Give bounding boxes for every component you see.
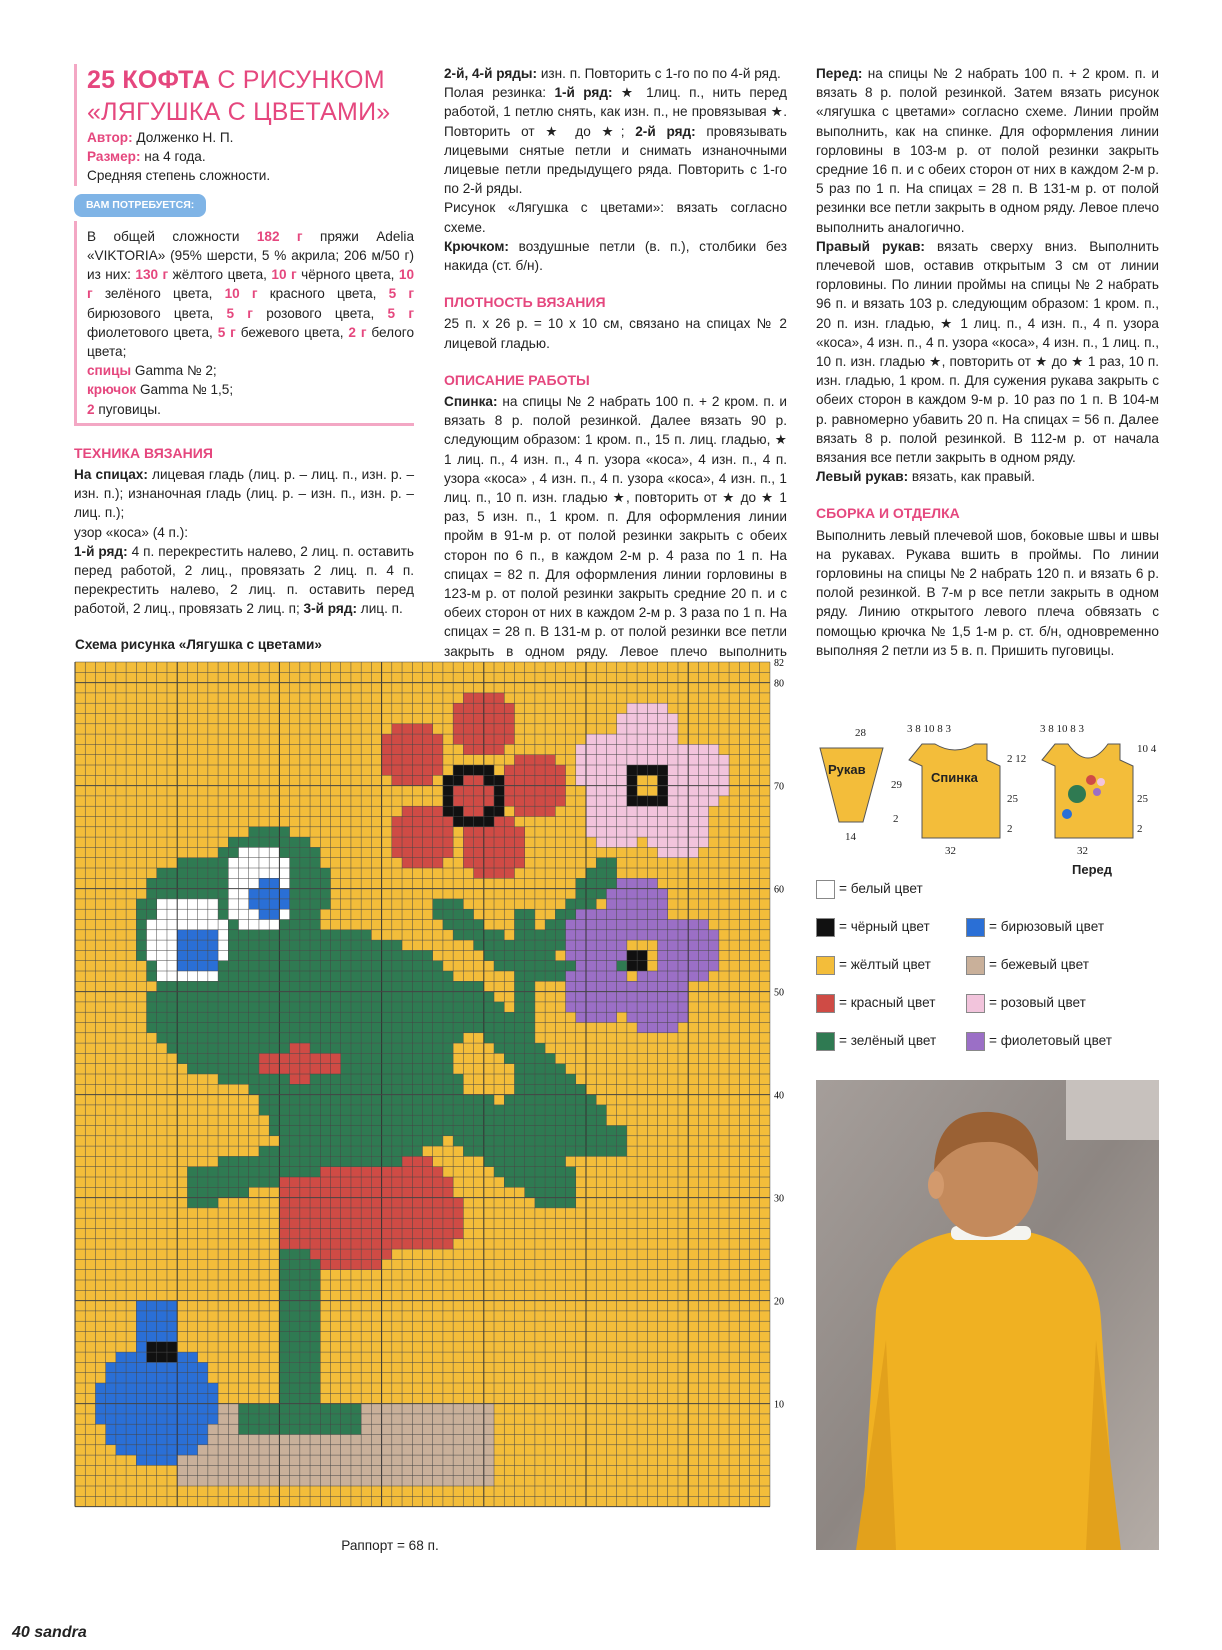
chart-row-label: 82 [773, 658, 784, 669]
sleeve-label: Рукав [828, 762, 866, 777]
legend-swatch [816, 918, 835, 937]
legend-label: = фиолетовый цвет [989, 1033, 1112, 1049]
legend-item [816, 956, 931, 975]
legend-swatch [966, 1032, 985, 1051]
front-label: Перед [1072, 862, 1112, 877]
front-text: Перед: на спицы № 2 набрать 100 п. + 2 кром. п. и вязать 8 р. полой резинкой. Затем вязать рисунок «лягушка с цветами» согласно схеме. Линии пройм выполнить, как на спинке. Для оформления линии горловины в 103-м р. от полой резинки закрыть средние 16 п. и с обеих сторон от них в каждом 2-м р. 5 раз по 1 п. На спицах = 28 п. В 131-м р. от полой резинки все петли закрыть в одном ряду. Левое плечо выполнить аналогично. [816, 66, 1159, 235]
legend-label: = зелёный цвет [839, 1033, 937, 1049]
legend-item [966, 956, 1089, 975]
technique-row1: 1-й ряд: 4 п. перекрестить налево, 2 лиц. п. оставить перед работой, 2 лиц., провязать 2 лиц. п. 4 п. перекрестить налево, 2 лиц. п. оставить перед работой, 2 лиц., провязать 2 лиц. п; 3-й ряд: лиц. п. [74, 543, 415, 617]
legend-label: = розовый цвет [989, 995, 1086, 1011]
chart-row-labels [774, 658, 784, 1411]
density-heading: ПЛОТНОСТЬ ВЯЗАНИЯ [444, 294, 606, 311]
front-r1: 10 4 [1137, 743, 1157, 755]
back-r3: 2 [1007, 823, 1013, 835]
page-footer: 40 sandra [12, 1624, 87, 1641]
back-top: 3 8 10 8 3 [907, 723, 951, 735]
technique-braid: узор «коса» (4 п.): [74, 524, 188, 540]
legend-label: = белый цвет [839, 881, 923, 897]
assembly-text: Выполнить левый плечевой шов, боковые швы и швы на рукавах. Рукава вшить в проймы. По линии горловины на спицы № 2 набрать 120 п. и вязать 6 р. полой резинкой. В 7-м р все петли закрыть в одном ряду. Линию открытого левого плеча обвязать с помощью крючка № 1,5 1-м р. ст. б/н, одновременно выполняя 2 петли из 5 в. п. Пришить пуговицы. [816, 527, 1159, 658]
chart-row-label: 30 [773, 1193, 784, 1205]
photo-child-sweater [816, 1080, 1159, 1550]
materials-box [74, 221, 414, 426]
legend-item [816, 994, 935, 1013]
legend-label: = бирюзовый цвет [989, 919, 1105, 935]
legend-label: = чёрный цвет [839, 919, 930, 935]
column-2 [444, 64, 787, 659]
legend-label: = красный цвет [839, 995, 936, 1011]
sleeve-shape [820, 748, 883, 822]
lsleeve-text: Левый рукав: вязать, как правый. [816, 469, 1036, 485]
difficulty: Средняя степень сложности. [87, 168, 271, 184]
rsleeve-text: Правый рукав: вязать сверху вниз. Выполнить плечевой шов, оставив открытым 3 см от линии горловины. По линии проймы на спицы № 2 набрать 96 п. и вязать 103 р. следующим образом: 1 кром. п., 20 п. изн. гладью, ★ 1 лиц. п., 4 изн. п., 4 п. узора «коса», 4 изн. п., 4 п. узора «коса», 4 изн. п., 1 лиц. п., 10 п. изн. гладью ★, повторить от ★ до ★ 1 раз, 10 п. изн. гладью, 1 кром. п. Для сужения рукава закрыть с обеих сторон в каждом 9-м р. 10 раз по 1 п. В 104-м р. равномерно убавить 20 п. На спицах = 56 п. Далее вязать 8 р. полой резинкой. В 112-м р. от начала вязания все петли закрыть в одном ряду. [816, 238, 1159, 466]
legend-swatch [816, 956, 835, 975]
buttons-line: 2 пуговицы. [87, 401, 161, 417]
legend-item [966, 918, 1104, 937]
back-text: Спинка: на спицы № 2 набрать 100 п. + 2 кром. п. и вязать 8 р. полой резинкой. Далее вязать 90 р. следующим образом: 1 кром. п., 15 п. лиц. гладью, ★ 1 лиц. п., 4 изн. п., 4 п. узора «коса», 4 изн. п., 4 п. узора «коса» , 4 изн. п., 4 п. узора «коса», 4 изн. п., 1 лиц. п., 10 п. изн. гладью ★, повторить от ★ до ★ 1 раз, 5 изн. п., 1 кром. п. Для оформления линии пройм в 91-м р. от полой резинки закрыть с обеих сторон по 6 п., в каждом 2-м р. 4 раза по 1 п. На спицах = 82 п. Для оформления линии горловины в 123-м р. от полой резинки закрыть средние 20 п. и с обеих сторон от них в каждом 2-м р. 3 раза по 1 п. На спицах = 28 п. В 131-м р. от полой резинки все петли закрыть в одном ряду. Левое плечо выполнить [444, 394, 787, 659]
author-label: Автор: [87, 130, 133, 145]
legend-swatch [966, 918, 985, 937]
legend-swatch [816, 1032, 835, 1051]
front-width: 32 [1077, 845, 1088, 857]
sleeve-bottom: 14 [845, 831, 856, 843]
back-label: Спинка [931, 770, 978, 785]
legend-item [816, 1032, 936, 1051]
technique-rib: Полая резинка: 1-й ряд: ★ 1лиц. п., нить перед работой, 1 петлю снять, как изн. п., не провязывая ★. Повторить от ★ до ★; 2-й ряд: провязывать лицевыми снятые петли и снимать изнаночными лицевые петли предыдущего ряда. Повторить с 1-го по 2-й ряды. [444, 85, 787, 197]
technique-hook: Крючком: воздушные петли (в. п.), столбики без накида (ст. б/н). [444, 238, 787, 274]
technique-pattern: Рисунок «Лягушка с цветами»: вязать согласно схеме. [444, 200, 787, 235]
size-label: Размер: [87, 149, 141, 165]
author: Долженко Н. П. [132, 130, 234, 145]
garment-schematics [815, 722, 1165, 897]
knitting-chart [75, 658, 811, 1536]
front-top: 3 8 10 8 3 [1040, 723, 1084, 735]
legend-item [816, 918, 930, 937]
legend-swatch [966, 956, 985, 975]
legend-item [816, 880, 923, 899]
sleeve-h2: 2 [893, 813, 899, 825]
legend-swatch [816, 880, 835, 899]
chart-row-label: 70 [773, 781, 784, 793]
technique-needles: На спицах: лицевая гладь (лиц. р. – лиц. п., изн. р. – изн. п.); изнаночная гладь (лиц. р. – изн. п., изн. р. – лиц. п.); [74, 467, 415, 521]
sleeve-h1: 29 [891, 779, 902, 791]
front-r2: 25 [1137, 793, 1148, 805]
materials-text: В общей сложности 182 г пряжи Adelia «VIKTORIA» (95% шерсти, 5 % акрила; 206 м/50 г) из них: 130 г жёлтого цвета, 10 г чёрного цвета, 10 г зелёного цвета, 10 г красного цвета, 5 г бирюзового цвета, 5 г розового цвета, 5 г фиолетового цвета, 5 г бежевого цвета, 2 г белого цвета; [87, 228, 415, 360]
article-title: 25 КОФТА С РИСУНКОМ [87, 66, 385, 94]
legend-swatch [816, 994, 835, 1013]
chart-row-label: 60 [773, 884, 784, 896]
back-width: 32 [945, 845, 956, 857]
front-r3: 2 [1137, 823, 1143, 835]
back-r1: 2 12 [1007, 753, 1027, 765]
legend-label: = жёлтый цвет [839, 957, 931, 973]
column-3 [816, 64, 1159, 660]
chart-row-label: 80 [773, 678, 784, 690]
legend-swatch [966, 994, 985, 1013]
needles-line: спицы Gamma № 2; [87, 363, 217, 379]
legend-label: = бежевый цвет [989, 957, 1089, 973]
hook-line: крючок Gamma № 1,5; [87, 382, 234, 398]
chart-caption: Схема рисунка «Лягушка с цветами» [75, 637, 322, 652]
chart-row-label: 40 [773, 1090, 784, 1102]
sleeve-top: 28 [855, 727, 866, 739]
technique-row24: 2-й, 4-й ряды: изн. п. Повторить с 1-го по по 4-й ряд. [444, 66, 781, 81]
rapport-label: Раппорт = 68 п. [341, 1538, 439, 1553]
chart-row-label: 10 [773, 1399, 784, 1411]
back-shape [909, 744, 1000, 838]
size: на 4 года. [140, 149, 206, 165]
density-text: 25 п. х 26 р. = 10 х 10 см, связано на спицах № 2 лицевой гладью. [444, 316, 787, 351]
legend-item [966, 1032, 1112, 1051]
technique-heading: ТЕХНИКА ВЯЗАНИЯ [74, 444, 213, 461]
front-shape [1042, 744, 1133, 838]
chart-row-label: 50 [773, 987, 784, 999]
title-box [74, 64, 414, 186]
chart-row-label: 20 [773, 1296, 784, 1308]
need-badge: ВАМ ПОТРЕБУЕТСЯ: [74, 194, 206, 217]
legend-item [966, 994, 1086, 1013]
back-r2: 25 [1007, 793, 1018, 805]
article-title-line2: «ЛЯГУШКА С ЦВЕТАМИ» [87, 98, 391, 126]
assembly-heading: СБОРКА И ОТДЕЛКА [816, 505, 960, 522]
column-1 [74, 64, 414, 619]
description-heading: ОПИСАНИЕ РАБОТЫ [444, 371, 590, 388]
